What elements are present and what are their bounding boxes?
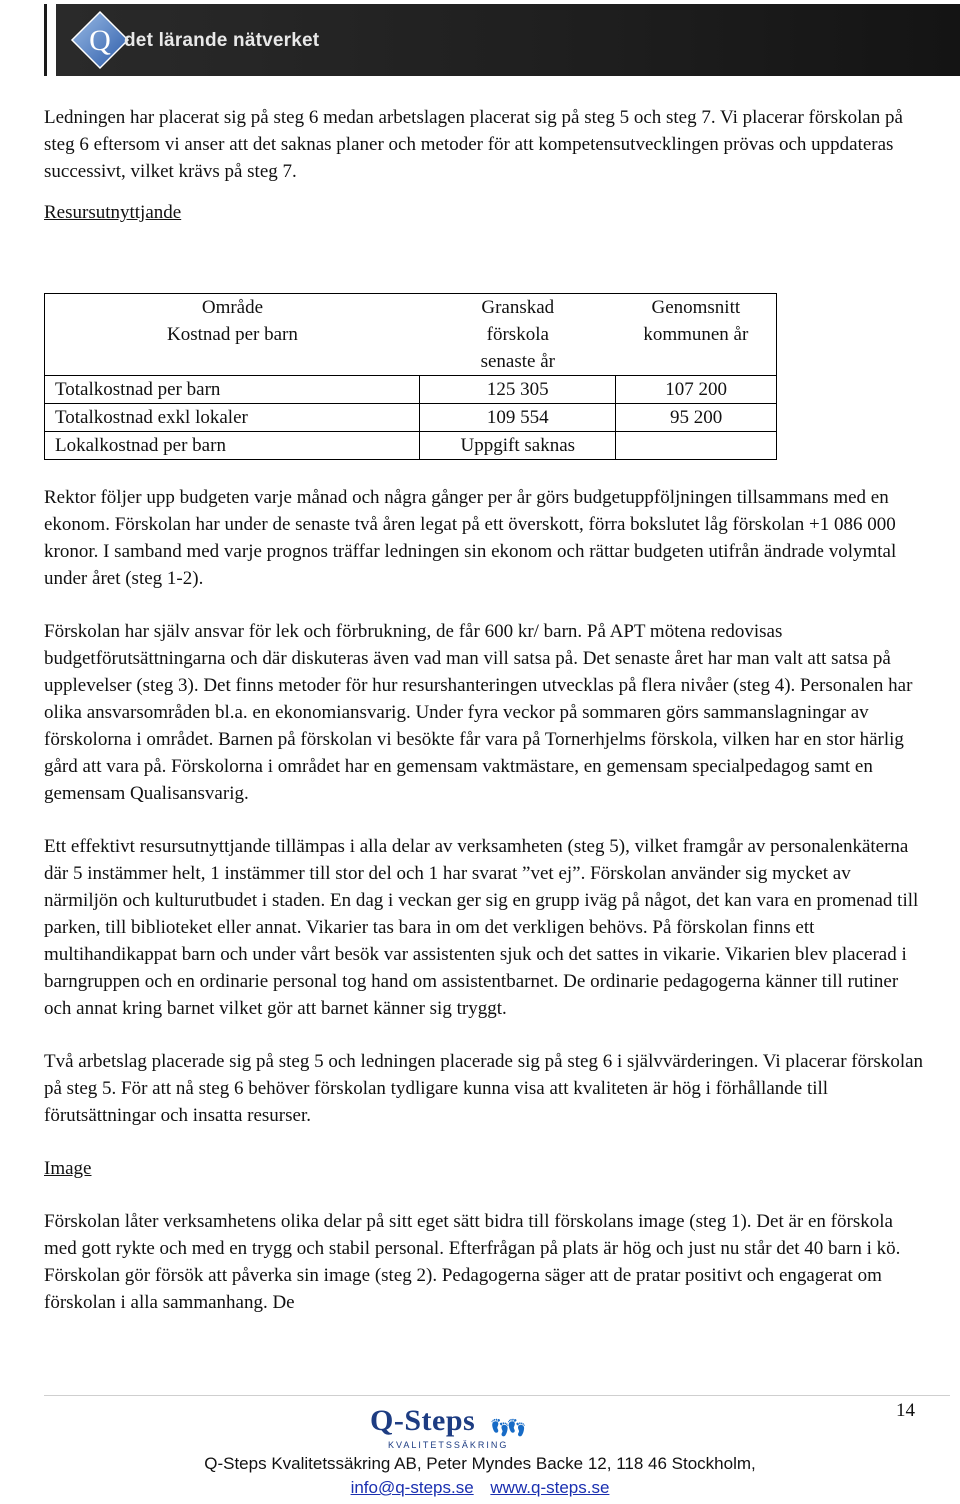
footer-links [0,1478,960,1498]
brand-name: Q-Steps [370,1404,476,1437]
paragraph-tva-arbetslag: Två arbetslag placerade sig på steg 5 och ledningen placerade sig på steg 6 i självvärderingen. Vi placerar förskolan på steg 5. För att nå steg 6 behöver förskolan tydligare kunna visa att kvaliteten är hög i förhållande till förutsättningar och insatta resurser. [44,1051,924,1126]
row-kommun: 107 200 [616,376,777,404]
heading-image: Image [44,1158,92,1179]
table-row [45,432,777,460]
footer-address: Q-Steps Kvalitetssäkring AB, Peter Myndes Backe 12, 118 46 Stockholm, [204,1454,756,1473]
row-kommun [616,432,777,460]
document-body [44,104,924,226]
table-header-row [45,294,777,376]
header-bar [56,4,960,76]
page-number: 14 [896,1400,915,1421]
header-omrade: Område Kostnad per barn [167,297,298,345]
paragraph-ledningen: Ledningen har placerat sig på steg 6 medan arbetslagen placerat sig på steg 5 och steg 7. Vi placerar förskolan på steg 6 eftersom vi anser att det saknas planer och metoder för att kompetensutvecklingen prövas och uppdateras successivt, vilket krävs på steg 7. [44,107,903,182]
row-granskad: Uppgift saknas [420,432,616,460]
paragraph-effektivt: Ett effektivt resursutnyttjande tillämpas i alla delar av verksamheten (steg 5), vilket framgår av personalenkäterna där 5 instämmer helt, 1 instämmer till stor del och 1 har svarat ”vet ej”. Förskolan använder sig mycket av närmiljön och kulturutbudet i staden. En dag i veckan ger sig en grupp iväg på något, det kan vara en promenad till parken, till biblioteket eller annat. Vikarier tas bara in om det verkligen behövs. På förskolan finns ett multihandikappat barn och under vårt besök var assistenten sjuk och det sattes in vikarie. Vikarien blev placerad i barngruppen och en ordinarie personal tog hand om assistentbarnet. De ordinarie pedagogerna känner till rutiner och annat kring barnet vilket gör att barnet känner sig tryggt. [44,836,919,1019]
brand-subtitle: KVALITETSSÄKRING [388,1440,509,1450]
header-divider [44,4,47,76]
email-link[interactable]: info@q-steps.se [350,1478,474,1497]
header-granskad: Granskad förskola senaste år [480,297,555,372]
header-title: det lärande nätverket [124,30,320,51]
footprints-icon: 👣👣 [490,1420,524,1437]
row-label: Totalkostnad exkl lokaler [55,407,248,428]
table-row [45,404,777,432]
cost-table [44,293,777,460]
header-genomsnitt: Genomsnitt kommunen år [643,297,749,345]
table-row [45,376,777,404]
paragraph-forskolan-ansvar: Förskolan har själv ansvar för lek och förbrukning, de får 600 kr/ barn. På APT mötena redovisas budgetförutsättningarna och där diskuteras även vad man vill satsa på. Det senaste året har man valt att satsa på upplevelser (steg 3). Det finns metoder för hur resurshanteringen utvecklas på flera nivåer (steg 4). Personalen har olika ansvarsområden bl.a. en ekonomiansvarig. Under fyra veckor på sommaren görs sammanslagningar av förskolorna i området. Barnen på förskolan vi besökte får vara på Tornerhjelms förskola, vilken har en stor härlig gård att vara på. Förskolorna i området har en gemensam vaktmästare, en gemensam specialpedagog samt en gemensam Qualisansvarig. [44,621,913,804]
paragraph-rektor: Rektor följer upp budgeten varje månad och några gånger per år görs budgetuppföljningen tillsammans med en ekonom. Förskolan har under de senaste två åren legat på ett överskott, förra bokslutet låg förskolan +1 086 000 kronor. I samband med varje prognos träffar ledningen sin ekonom och rättar budgeten utifrån ändrade volymtal under året (steg 1-2). [44,487,897,589]
q-steps-logo [370,1404,560,1452]
row-label: Lokalkostnad per barn [55,435,226,456]
footer-divider [44,1395,950,1396]
document-body-continued [44,484,924,1316]
website-link[interactable]: www.q-steps.se [490,1478,610,1497]
q-logo-icon [70,10,130,70]
row-label: Totalkostnad per barn [55,379,221,400]
row-kommun: 95 200 [616,404,777,432]
row-granskad: 125 305 [420,376,616,404]
heading-resursutnyttjande: Resursutnyttjande [44,202,182,223]
logo-letter: Q [89,24,111,57]
row-granskad: 109 554 [420,404,616,432]
header-banner [44,4,960,76]
paragraph-image: Förskolan låter verksamhetens olika delar på sitt eget sätt bidra till förskolans image (steg 1). Det är en förskola med gott rykte och med en trygg och stabil personal. Efterfrågan på plats är hög och just nu står det 40 barn i kö. Förskolan gör försök att påverka sin image (steg 2). Pedagogerna säger att de pratar positivt och engagerat om förskolan i alla sammanhang. De [44,1211,901,1313]
